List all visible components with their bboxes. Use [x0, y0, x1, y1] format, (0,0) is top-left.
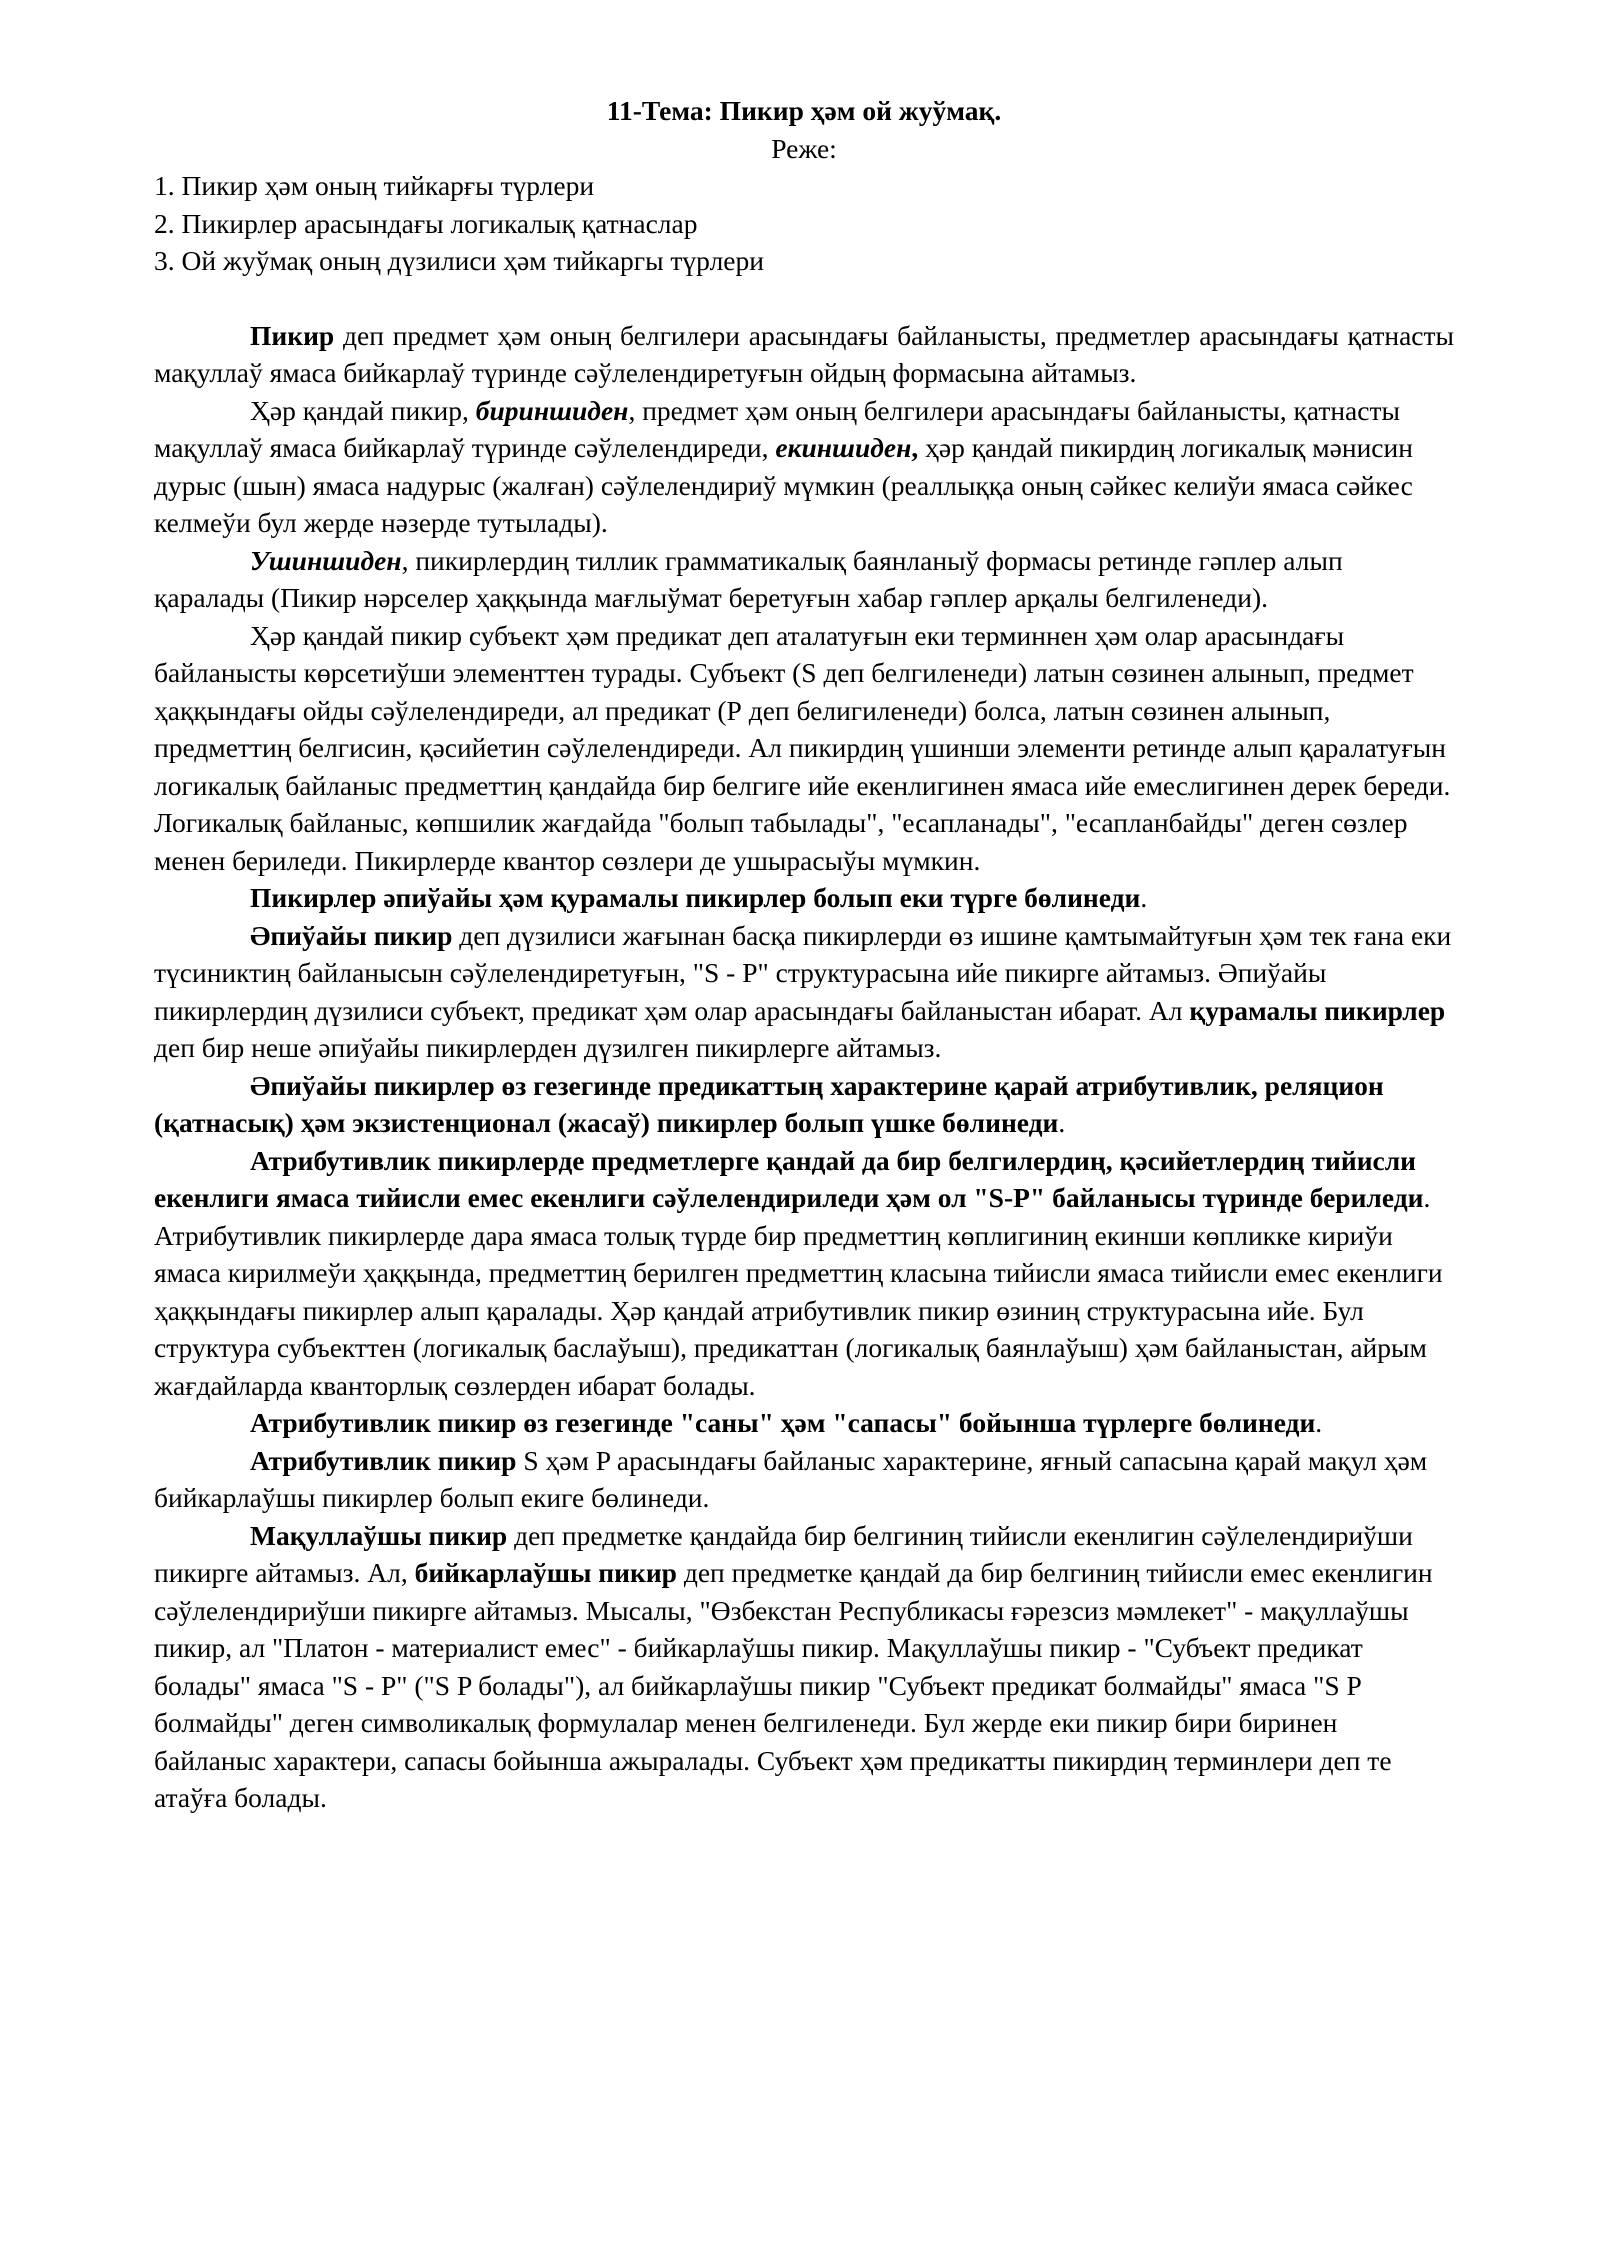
document-body [154, 92, 1454, 1817]
paragraph [154, 1517, 1454, 1817]
text: деп предметке қандай да бир белгиниң тийисли емес екенлигин сәўлелендириўши пикирге айтамыз. Мысалы, "Өзбекстан Республикасы ғәрезсиз мәмлекет" - мақуллаўшы пикир, ал "Платон - материалист емес" - бийкарлаўшы пикир. Мақуллаўшы пикир - "Субъект предикат болады" ямаса "S - P" ("S P болады"), ал бийкарлаўшы пикир "Субъект предикат болмайды" ямаса "S P болмайды" деген символикалық формулалар менен белгиленеди. Бул жерде еки пикир бири биринен байланыс характери, сапасы бойынша ажыралады. Субъект ҳәм предикатты пикирдиң терминлери деп те атаўға болады. [154, 1557, 1433, 1813]
paragraph [154, 392, 1454, 542]
text: Ҳәр қандай пикир субъект ҳәм предикат деп аталатуғын еки терминнен ҳәм олар арасындағы байланысты көрсетиўши элементтен турады. Субъект (S деп белгиленеди) латын сөзинен алынып, предмет ҳаққындағы ойды сәўлелендиреди, ал предикат (Р деп белигиленеди) болса, латын сөзинен алынып, предметтиң белгисин, қәсийетин сәўлелендиреди. Ал пикирдиң үшинши элементи ретинде алып қаралатуғын логикалық байланыс предметтиң қандайда бир белгиге ийе екенлигинен ямаса ийе емеслигинен дерек береди. Логикалық байланыс, көпшилик жағдайда "болып табылады", "есапланады", "есапланбайды" деген сөзлер менен бериледи. Пикирлерде квантор сөзлери де ушырасыўы мүмкин. [154, 619, 1451, 876]
paragraph [154, 1142, 1454, 1405]
paragraph [154, 1404, 1454, 1442]
term: Мақуллаўшы пикир [250, 1519, 508, 1551]
spacer [154, 280, 1454, 317]
text: деп дүзилиси жағынан басқа пикирлерди өз ишине қамтымайтуғын ҳәм тек ғана еки түсиниктиң байланысын сәўлелендиретуғын, "S - P" структурасына ийе пикирге айтамыз. Әпиўайы пикирлердиң дүзилиси субъект, предикат ҳәм олар арасындағы байланыстан ибарат. Ал [154, 919, 1452, 1026]
term: Әпиўайы пикирлер өз гезегинде предикаттың характерине қарай атрибутивлик, реляцион (қатнасық) ҳәм экзистенционал (жасаў) пикирлер болып үшке бөлинеди [154, 1069, 1384, 1138]
term: Атрибутивлик пикир [250, 1444, 517, 1476]
text: Ҳәр қандай пикир, [250, 394, 476, 426]
term: , [911, 432, 919, 463]
paragraph [154, 317, 1454, 392]
text: S ҳәм P арасындағы байланыс характерине, яғный сапасына қарай мақул ҳәм бийкарлаўшы пикирлер болып екиге бөлинеди. [154, 1444, 1428, 1513]
text: . Атрибутивлик пикирлерде дара ямаса толық түрде бир предметтиң көплигиниң екинши көпликке кириўи ямаса кирилмеўи ҳаққында, предметтиң берилген предметтиң класына тийисли ямаса тийисли емес екенлиги ҳаққындағы пикирлер алып қаралады. Ҳәр қандай атрибутивлик пикир өзиниң структурасына ийе. Бул структура субъекттен (логикалық баслаўыш), предикаттан (логикалық баянлаўыш) ҳәм байланыстан, айрым жағдайларда кванторлық сөзлерден ибарат болады. [154, 1182, 1443, 1401]
paragraph [154, 1442, 1454, 1517]
plan-item: 1. Пикир ҳәм оның тийкарғы түрлери [154, 170, 595, 201]
paragraph [154, 617, 1454, 880]
term: Әпиўайы пикир [250, 919, 453, 951]
paragraph [154, 542, 1454, 617]
text: , предмет ҳәм оның белгилери арасындағы байланысты, қатнасты мақуллаў ямаса бийкарлаў түринде сәўлелендиреди, [154, 394, 1400, 463]
text: деп бир неше әпиўайы пикирлерден дүзилген пикирлерге айтамыз. [154, 1032, 942, 1063]
text: . [1058, 1107, 1066, 1138]
term: Атрибутивлик пикир өз гезегинде "саны" ҳәм "сапасы" бойынша түрлерге бөлинеди [250, 1407, 1316, 1438]
paragraph [154, 879, 1454, 917]
term: Пикир [250, 319, 335, 351]
term: қурамалы пикирлер [1189, 994, 1446, 1026]
text: . [1315, 1407, 1323, 1438]
plan-heading: Реже: [771, 132, 837, 164]
text: . [1140, 882, 1148, 913]
text: деп предметке қандайда бир белгиниң тийисли екенлигин сәўлелендириўши пикирге айтамыз. Ал, [154, 1519, 1413, 1588]
text: деп предмет ҳәм оның белгилери арасындағы байланысты, предметлер арасындағы қатнасты мақуллаў ямаса бийкарлаў түринде сәўлелендиретуғын ойдың формасына айтамыз. [154, 319, 1454, 388]
document-title: 11-Тема: Пикир ҳәм ой жуўмақ. [606, 95, 1002, 126]
term: бириншиден [475, 394, 629, 426]
plan-item: 2. Пикирлер арасындағы логикалық қатнаслар [154, 207, 698, 239]
plan-list [154, 167, 1454, 280]
text: ҳәр қандай пикирдиң логикалық мәнисин дурыс (шын) ямаса надурыс (жалған) сәўлелендириў мүмкин (реаллыққа оның сәйкес келиўи ямаса сәйкес келмеўи бул жерде нәзерде тутылады). [154, 432, 1413, 538]
paragraph [154, 917, 1454, 1067]
term: Атрибутивлик пикирлерде предметлерге қандай да бир белгилердиң, қәсийетлердиң тийисли екенлиги ямаса тийисли емес екенлиги сәўлелендириледи ҳәм ол "S-P" байланысы түринде бериледи [154, 1144, 1424, 1213]
term: Ушиншиден [250, 544, 402, 576]
text: , пикирлердиң тиллик грамматикалық баянланыў формасы ретинде гәплер алып қаралады (Пикир нәрселер ҳаққында мағлыўмат беретуғын хабар гәплер арқалы белгиленеди). [154, 544, 1343, 613]
paragraph [154, 1067, 1454, 1142]
term: бийкарлаўшы пикир [414, 1557, 677, 1588]
term: Пикирлер әпиўайы ҳәм қурамалы пикирлер болып еки түрге бөлинеди [250, 882, 1141, 913]
plan-item: 3. Ой жуўмақ оның дүзилиси ҳәм тийкаргы түрлери [154, 245, 764, 276]
term: екиншиден [775, 432, 912, 463]
